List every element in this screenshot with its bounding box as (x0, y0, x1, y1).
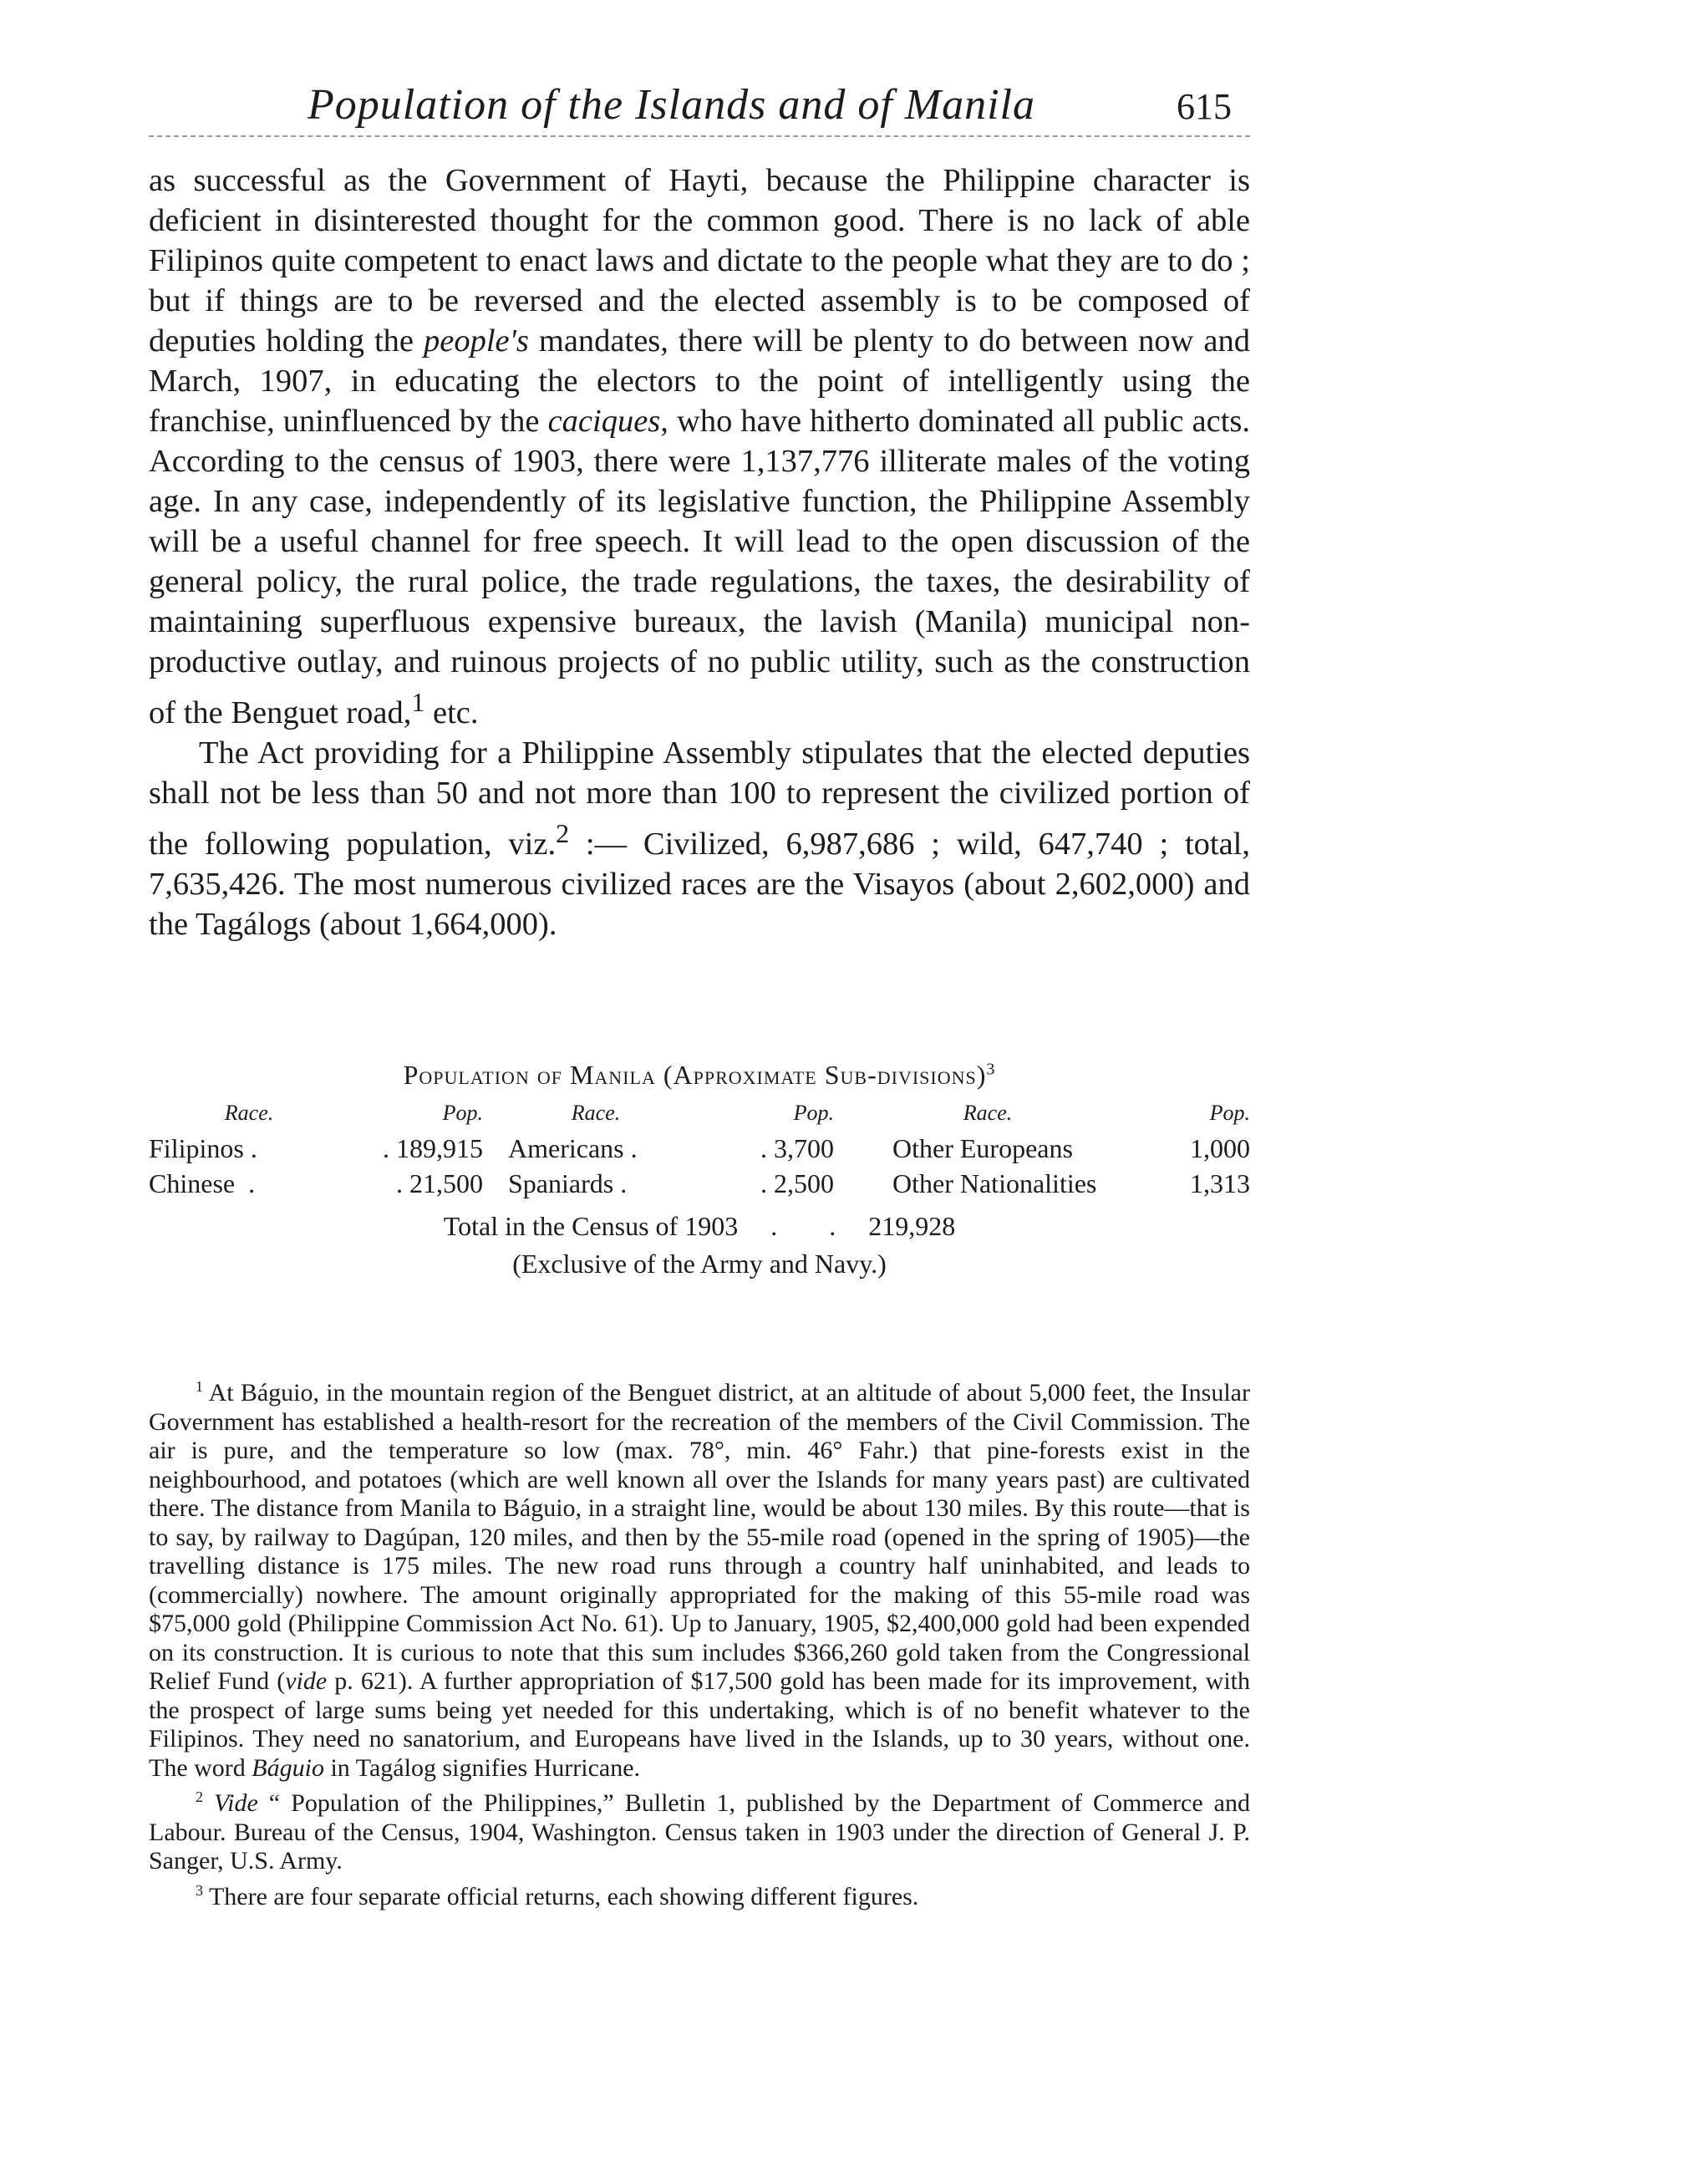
page-header (149, 80, 1250, 130)
population-table-block (149, 1060, 1250, 1279)
table-cell: Other Nationalities (892, 1168, 1097, 1198)
table-cell: . 3,700 (760, 1133, 834, 1163)
table-caption: Population of Manila (Approximate Sub-divisions)$^3$ (403, 1060, 996, 1090)
column-header: Race. (224, 1101, 274, 1125)
census-total: Total in the Census of 1903 . . 219,928 (443, 1211, 956, 1241)
table-cell: 1,313 (1190, 1168, 1250, 1198)
footnote-ref-2[interactable]: 2 (556, 817, 570, 848)
table-cell: Filipinos . (149, 1133, 257, 1163)
total-label: Total in the Census of 1903 (443, 1211, 739, 1241)
table-cell: Other Europeans (892, 1133, 1073, 1163)
column-header: Race. (963, 1101, 1013, 1125)
column-header: Pop. (793, 1101, 834, 1125)
footnote-3: $^3$ There are four separate official returns, each showing different figures. (196, 1881, 919, 1910)
header-rule (149, 135, 1250, 137)
table-cell: Chinese . (149, 1168, 256, 1198)
total-value: 219,928 (868, 1211, 956, 1241)
population-table (149, 1099, 1250, 1201)
table-header-row (149, 1099, 1250, 1131)
footnote-ref-3[interactable]: 3 (986, 1060, 996, 1079)
column-header: Pop. (442, 1101, 483, 1125)
table-row (149, 1131, 1250, 1166)
column-header: Pop. (1209, 1101, 1250, 1125)
page-number: 615 (1177, 86, 1232, 127)
paragraph-2: The Act providing for a Philippine Assembly stipulates that the elected deputies shall not be less than 50 and not more than 100 to represent the civilized portion of the following population, viz.$^2$ :— Civilized, 6,987,686 ; wild, 647,740 ; total, 7,635,426. The most numerous civilized races are the Visayos (about 2,602,000) and the Tagálogs (about 1,664,000). (149, 735, 1251, 942)
paragraph-1: as successful as the Government of Hayti, because the Philippine character is deficient in disinterested thought for the common good. There is no lack of able Filipinos quite competent to enact laws and dictate to the people what they are to do ; but if things are to be reversed and the elected assembly is to be composed of deputies holding the people's mandates, there will be plenty to do between now and March, 1907, in educating the electors to the point of intelligently using the franchise, uninfluenced by the caciques, who have hitherto dominated all public acts. According to the census of 1903, there were 1,137,776 illiterate males of the voting age. In any case, independently of its legislative function, the Philippine Assembly will be a useful channel for free speech. It will lead to the open discussion of the general policy, the rural police, the trade regulations, the taxes, the desirability of maintaining superfluous expensive bureaux, the lavish (Manila) municipal non-productive outlay, and ruinous projects of no public utility, such as the construction of the Benguet road,$^1$ etc. (149, 163, 1250, 730)
table-cell: . 189,915 (383, 1133, 483, 1163)
column-header: Race. (571, 1101, 621, 1125)
table-cell: . 2,500 (760, 1168, 834, 1198)
table-cell: . 21,500 (396, 1168, 483, 1198)
footnote-ref-1[interactable]: 1 (411, 687, 425, 717)
table-cell: Americans . (508, 1133, 638, 1163)
book-page (149, 80, 1251, 1910)
table-row (149, 1166, 1250, 1201)
footnote-1: $^1$ At Báguio, in the mountain region of the Benguet district, at an altitude of about 5,000 feet, the Insular Government has established a health-resort for the recreation of the members of the Civil Commission. The air is pure, and the temperature so low (max. 78°, min. 46° Fahr.) that pine-forests exist in the neighbourhood, and potatoes (which are well known all over the Islands for many years past) are cultivated there. The distance from Manila to Báguio, in a straight line, would be about 130 miles. By this route—that is to say, by railway to Dagúpan, 120 miles, and then by the 55-mile road (opened in the spring of 1905)—the travelling distance is 175 miles. The new road runs through a country half uninhabited, and leads to (commercially) nowhere. The amount originally appropriated for the making of this 55-mile road was $75,000 gold (Philippine Commission Act No. 61). Up to January, 1905, $2,400,000 gold had been expended on its construction. It is curious to note that this sum includes $366,260 gold taken from the Congressional Relief Fund (vide p. 621). A further appropriation of $17,500 gold has been made for its improvement, with the prospect of large sums being yet needed for this undertaking, which is of no benefit whatever to the Filipinos. They need no sanatorium, and Europeans have lived in the Islands, up to 30 years, without one. The word Báguio in Tagálog signifies Hurricane. (149, 1378, 1250, 1782)
table-note: (Exclusive of the Army and Navy.) (512, 1249, 887, 1279)
body-text (149, 160, 1250, 944)
running-title: Population of the Islands and of Manila (308, 81, 1035, 129)
table-cell: 1,000 (1190, 1133, 1250, 1163)
footnotes (149, 1372, 1250, 1911)
footnote-2: $^2$ Vide “ Population of the Philippines,” Bulletin 1, published by the Department of Commerce and Labour. Bureau of the Census, 1904, Washington. Census taken in 1903 under the direction of General J. P. Sanger, U.S. Army. (149, 1788, 1250, 1875)
table-cell: Spaniards . (508, 1168, 628, 1198)
